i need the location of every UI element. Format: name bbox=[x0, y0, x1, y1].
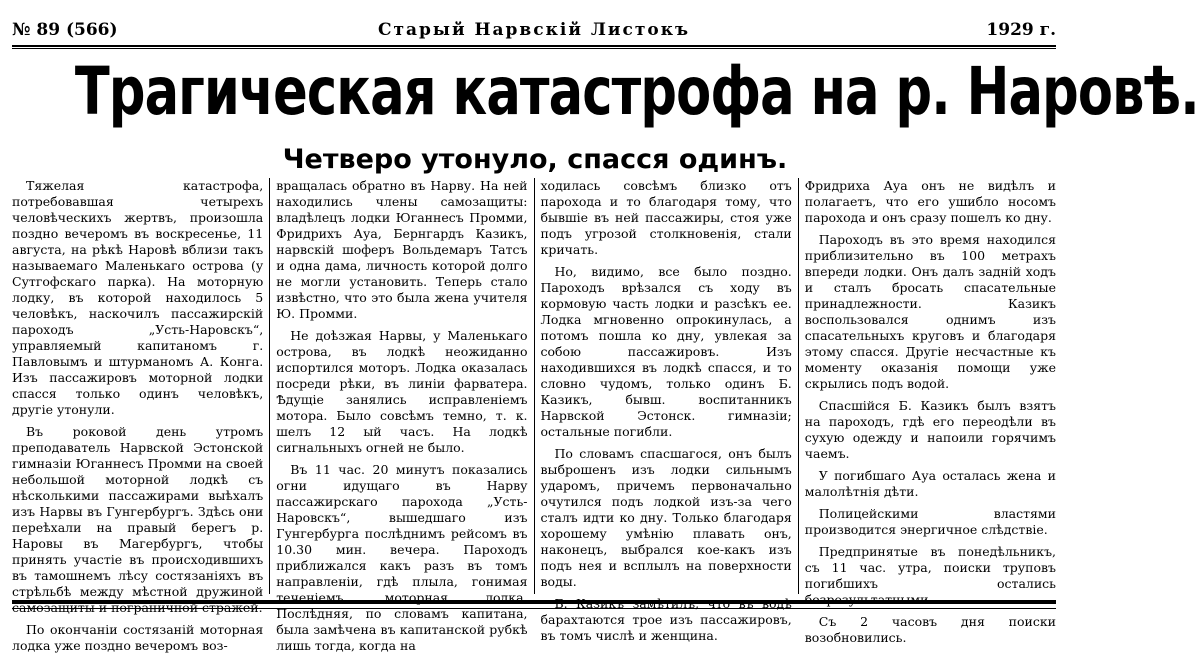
paragraph: У погибшаго Ауа осталась жена и малолѣтнія дѣти. bbox=[804, 468, 1056, 499]
paragraph: Фридриха Ауа онъ не видѣлъ и полагаетъ, что его ушибло носомъ парохода и онъ сразу пошелъ ко дну. bbox=[804, 178, 1056, 225]
paragraph: Б. Казикъ замѣтилъ, что въ водѣ барахтаются трое изъ пассажировъ, въ томъ числѣ и женщина. bbox=[540, 596, 792, 643]
masthead-rule-thin bbox=[12, 48, 1056, 49]
paragraph: Въ роковой день утромъ преподаватель Нарвской Эстонской гимназіи Юганнесъ Промми на своей небольшой моторной лодкѣ съ нѣсколькими пассажирами выѣхалъ изъ Нарвы въ Гунгербургъ. Здѣсь они переѣхали на правый берегъ р. Наровы въ Магербургъ, чтобы принять участіе въ происходившихъ въ тамошнемъ лѣсу состязаніяхъ въ стрѣльбѣ между мѣстной дружиной самозащиты и пограничной стражей. bbox=[12, 424, 264, 615]
paragraph: По словамъ спасшагося, онъ былъ выброшенъ изъ лодки сильнымъ ударомъ, причемъ первоначально очутился подъ лодкой изъ-за чего сталъ идти ко дну. Только благодаря хорошему умѣнію плавать онъ, наконецъ, выбрался кое-какъ изъ подъ нея и всплылъ на поверхности воды. bbox=[540, 446, 792, 589]
bottom-rule-thin bbox=[12, 608, 1056, 609]
column-1 bbox=[12, 178, 269, 653]
issue-year: 1929 г. bbox=[986, 20, 1056, 40]
column-3 bbox=[534, 178, 798, 643]
paragraph: Въ 11 час. 20 минутъ показались огни идущаго въ Нарву пассажирскаго парохода „Усть-Наровскъ“, вышедшаго изъ Гунгербурга послѣднимъ рейсомъ въ 10.30 мин. вечера. Пароходъ приближался какъ разъ въ томъ направленіи, гдѣ плыла, гонимая теченіемъ, моторная лодка. Послѣдняя, по словамъ капитана, была замѣчена въ капитанской рубкѣ лишь тогда, когда на bbox=[276, 462, 528, 653]
paragraph: Съ 2 часовъ дня поиски возобновились. bbox=[804, 614, 1056, 645]
article-body bbox=[12, 178, 1056, 653]
paragraph: Не доѣзжая Нарвы, у Маленькаго острова, въ лодкѣ неожиданно испортился моторъ. Лодка оказалась посреди рѣки, въ линіи фарватера. Ѣдущіе занялись исправленіемъ мотора. Было совсѣмъ темно, т. к. шелъ 12 ый часъ. На лодкѣ сигнальныхъ огней не было. bbox=[276, 328, 528, 455]
paragraph: По окончаніи состязаній моторная лодка уже поздно вечеромъ воз- bbox=[12, 622, 264, 653]
paragraph: ходилась совсѣмъ близко отъ парохода и то благодаря тому, что бывшіе въ ней пассажиры, стоя уже подъ угрозой столкновенія, стали кричать. bbox=[540, 178, 792, 257]
masthead-rule bbox=[12, 45, 1056, 47]
paragraph: Пароходъ въ это время находился приблизительно въ 100 метрахъ впереди лодки. Онъ далъ заднiй ходъ и сталъ бросать спасательные принадлежности. Казикъ воспользовался однимъ изъ спасательныхъ круговъ и благодаря этому спасся. Другіе несчастные къ моменту оказанія помощи уже скрылись подъ водой. bbox=[804, 232, 1056, 391]
newspaper-title: Старый Нарвскій Листокъ bbox=[377, 20, 691, 40]
masthead bbox=[12, 20, 1056, 44]
article-headline: Трагическая катастрофа на р. Наровѣ. bbox=[74, 53, 1199, 130]
paragraph: Но, видимо, все было поздно. Пароходъ врѣзался съ ходу въ кормовую часть лодки и разсѣкъ ее. Лодка мгновенно опрокинулась, а потомъ пошла ко дну, увлекая за собою пассажировъ. Изъ находившихся въ лодкѣ спасся, и то словно чудомъ, только одинъ Б. Казикъ, бывш. воспитанникъ Нарвской Эстонск. гимназіи; остальные погибли. bbox=[540, 264, 792, 439]
issue-number: № 89 (566) bbox=[12, 20, 118, 40]
paragraph: Тяжелая катастрофа, потребовавшая четырехъ человѣческихъ жертвъ, произошла поздно вечеромъ въ воскресенье, 11 августа, на рѣкѣ Наровѣ вблизи такъ называемаго Маленькаго острова (у Сутгофскаго парка). На моторную лодку, въ которой находилось 5 человѣкъ, наскочилъ пассажирскій пароходъ „Усть-Наровскъ“, управляемый капитаномъ г. Павловымъ и штурманомъ А. Конга. Изъ пассажировъ моторной лодки спасся только одинъ человѣкъ, другіе утонули. bbox=[12, 178, 264, 417]
column-4 bbox=[798, 178, 1056, 645]
bottom-rule bbox=[12, 600, 1056, 604]
paragraph: Полицейскими властями производится энергичное слѣдствіе. bbox=[804, 506, 1056, 537]
paragraph: вращалась обратно въ Нарву. На ней находились члены самозащиты: владѣлецъ лодки Юганнесъ Промми, Фридрихъ Ауа, Бернгардъ Казикъ, нарвскій шоферъ Вольдемаръ Татсъ и одна дама, личность которой долго не могли установить. Теперь стало извѣстно, что это была жена учителя Ю. Промми. bbox=[276, 178, 528, 321]
article-subheadline: Четверо утонуло, спасся одинъ. bbox=[282, 144, 788, 175]
paragraph: Предпринятые въ понедѣльникъ, съ 11 час. утра, поиски труповъ погибшихъ остались безрезультатными. bbox=[804, 544, 1056, 607]
column-2 bbox=[269, 178, 533, 653]
paragraph: Спасшійся Б. Казикъ былъ взятъ на пароходъ, гдѣ его переодѣли въ сухую одежду и напоили горячимъ чаемъ. bbox=[804, 398, 1056, 461]
